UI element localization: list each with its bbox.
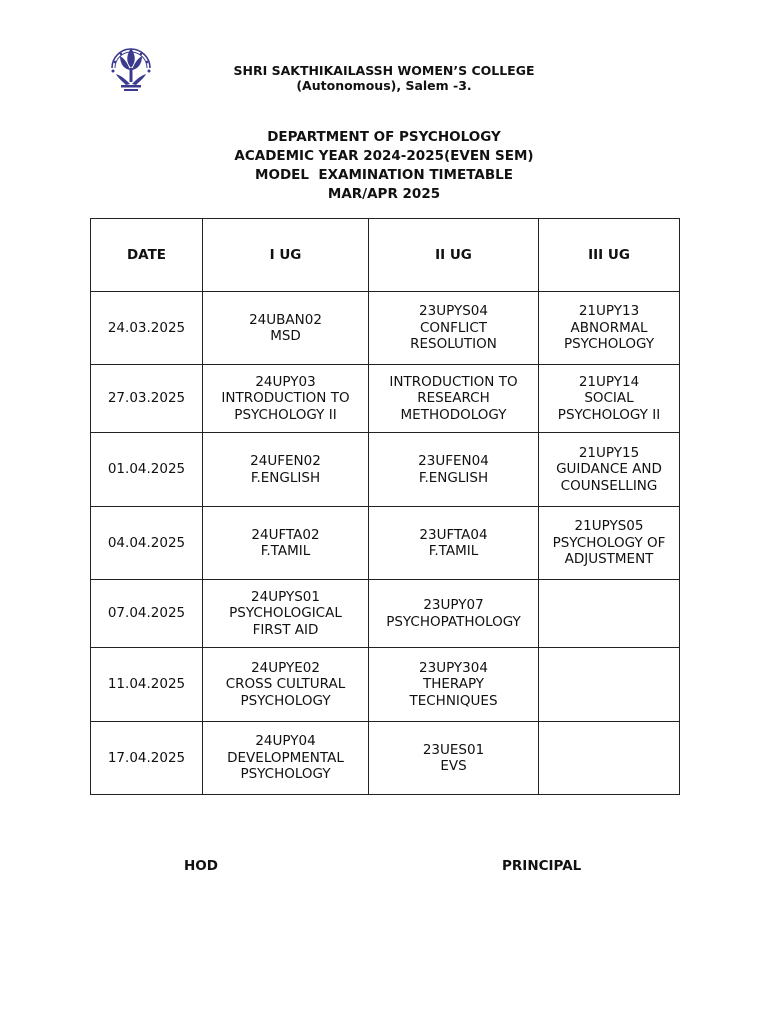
ii-ug-cell xyxy=(369,365,539,433)
principal-signature: PRINCIPAL xyxy=(502,858,582,874)
cell-line: PSYCHOLOGY xyxy=(563,336,655,353)
iii-ug-cell xyxy=(539,433,680,507)
cell-line: 24UPYE02 xyxy=(251,659,320,676)
iii-ug-cell xyxy=(539,580,680,648)
cell-line: 24UBAN02 xyxy=(249,311,322,328)
table-row xyxy=(91,722,680,795)
cell-line: EVS xyxy=(440,758,467,774)
date-cell: 27.03.2025 xyxy=(91,365,203,433)
ii-ug-cell xyxy=(369,580,539,648)
table-row xyxy=(91,365,680,433)
cell-line: PSYCHOPATHOLOGY xyxy=(386,613,521,630)
cell-line: MSD xyxy=(270,328,301,344)
cell-line: INTRODUCTION TO xyxy=(221,390,350,407)
header-date: DATE xyxy=(91,219,203,292)
cell-line: 23UFEN04 xyxy=(418,453,489,469)
header-iii-ug: III UG xyxy=(539,219,680,292)
table-row xyxy=(91,507,680,580)
iii-ug-cell xyxy=(539,722,680,795)
cell-line: PSYCHOLOGY OF xyxy=(552,534,666,551)
cell-line: 21UPY15 xyxy=(578,444,640,461)
cell-line: CONFLICT xyxy=(419,319,488,336)
iii-ug-cell xyxy=(539,292,680,365)
timetable xyxy=(90,218,680,795)
cell-line: INTRODUCTION TO xyxy=(389,373,518,390)
i-ug-cell xyxy=(203,365,369,433)
i-ug-cell xyxy=(203,722,369,795)
cell-line: TECHNIQUES xyxy=(409,692,498,709)
cell-line: PSYCHOLOGICAL xyxy=(229,605,342,622)
academic-year: ACADEMIC YEAR 2024-2025(EVEN SEM) xyxy=(234,148,534,164)
cell-line: 23UPY07 xyxy=(423,597,484,613)
cell-line: 21UPYS05 xyxy=(574,518,644,535)
cell-line: 21UPY14 xyxy=(578,373,640,390)
cell-line: 24UPY03 xyxy=(255,373,316,390)
header-ii-ug: II UG xyxy=(369,219,539,292)
cell-line: RESOLUTION xyxy=(410,336,497,353)
cell-line: RESEARCH xyxy=(417,390,490,407)
cell-line: GUIDANCE AND xyxy=(556,461,662,478)
date-cell: 01.04.2025 xyxy=(91,433,203,507)
cell-line: ADJUSTMENT xyxy=(564,551,654,568)
cell-line: F.ENGLISH xyxy=(418,469,489,486)
cell-line: F.TAMIL xyxy=(260,543,311,559)
cell-line: 24UPY04 xyxy=(255,733,316,750)
header-i-ug: I UG xyxy=(203,219,369,292)
cell-line: METHODOLOGY xyxy=(400,406,507,423)
date-cell: 17.04.2025 xyxy=(91,722,203,795)
cell-line: THERAPY xyxy=(422,676,485,693)
cell-line: CROSS CULTURAL xyxy=(225,676,346,693)
cell-line: 24UFTA02 xyxy=(251,526,320,543)
cell-line: F.ENGLISH xyxy=(250,469,321,486)
cell-line: 24UPYS01 xyxy=(251,588,320,605)
cell-line: F.TAMIL xyxy=(428,543,479,559)
cell-line: ABNORMAL xyxy=(570,319,648,336)
ii-ug-cell xyxy=(369,648,539,722)
college-subtitle: (Autonomous), Salem -3. xyxy=(296,78,472,93)
iii-ug-cell xyxy=(539,365,680,433)
date-cell: 11.04.2025 xyxy=(91,648,203,722)
date-cell: 04.04.2025 xyxy=(91,507,203,580)
cell-line: PSYCHOLOGY xyxy=(240,766,331,783)
cell-line: SOCIAL xyxy=(584,390,634,407)
ii-ug-cell xyxy=(369,507,539,580)
cell-line: COUNSELLING xyxy=(560,477,658,494)
table-row xyxy=(91,580,680,648)
i-ug-cell xyxy=(203,648,369,722)
ii-ug-cell xyxy=(369,292,539,365)
exam-title: MODEL EXAMINATION TIMETABLE xyxy=(255,167,513,183)
exam-session: MAR/APR 2025 xyxy=(327,186,441,202)
i-ug-cell xyxy=(203,433,369,507)
ii-ug-cell xyxy=(369,433,539,507)
college-name: SHRI SAKTHIKAILASSH WOMEN’S COLLEGE xyxy=(233,63,535,78)
hod-signature: HOD xyxy=(184,858,218,874)
iii-ug-cell xyxy=(539,507,680,580)
date-cell: 07.04.2025 xyxy=(91,580,203,648)
timetable-header-row xyxy=(91,219,680,292)
ii-ug-cell xyxy=(369,722,539,795)
table-row xyxy=(91,433,680,507)
cell-line: 24UFEN02 xyxy=(250,453,321,469)
timetable-body xyxy=(91,292,680,795)
date-cell: 24.03.2025 xyxy=(91,292,203,365)
i-ug-cell xyxy=(203,580,369,648)
cell-line: DEVELOPMENTAL xyxy=(227,749,344,766)
i-ug-cell xyxy=(203,292,369,365)
cell-line: 23UES01 xyxy=(422,741,485,758)
table-row xyxy=(91,292,680,365)
iii-ug-cell xyxy=(539,648,680,722)
table-row xyxy=(91,648,680,722)
cell-line: FIRST AID xyxy=(252,621,319,638)
cell-line: 21UPY13 xyxy=(578,303,640,320)
department-title: DEPARTMENT OF PSYCHOLOGY xyxy=(267,129,501,145)
i-ug-cell xyxy=(203,507,369,580)
cell-line: 23UPYS04 xyxy=(419,303,488,320)
cell-line: PSYCHOLOGY II xyxy=(557,406,661,423)
cell-line: 23UFTA04 xyxy=(419,526,488,543)
cell-line: PSYCHOLOGY xyxy=(240,692,331,709)
document-heading xyxy=(0,128,768,204)
college-header xyxy=(0,63,768,93)
cell-line: PSYCHOLOGY II xyxy=(234,406,337,423)
cell-line: 23UPY304 xyxy=(419,659,488,676)
